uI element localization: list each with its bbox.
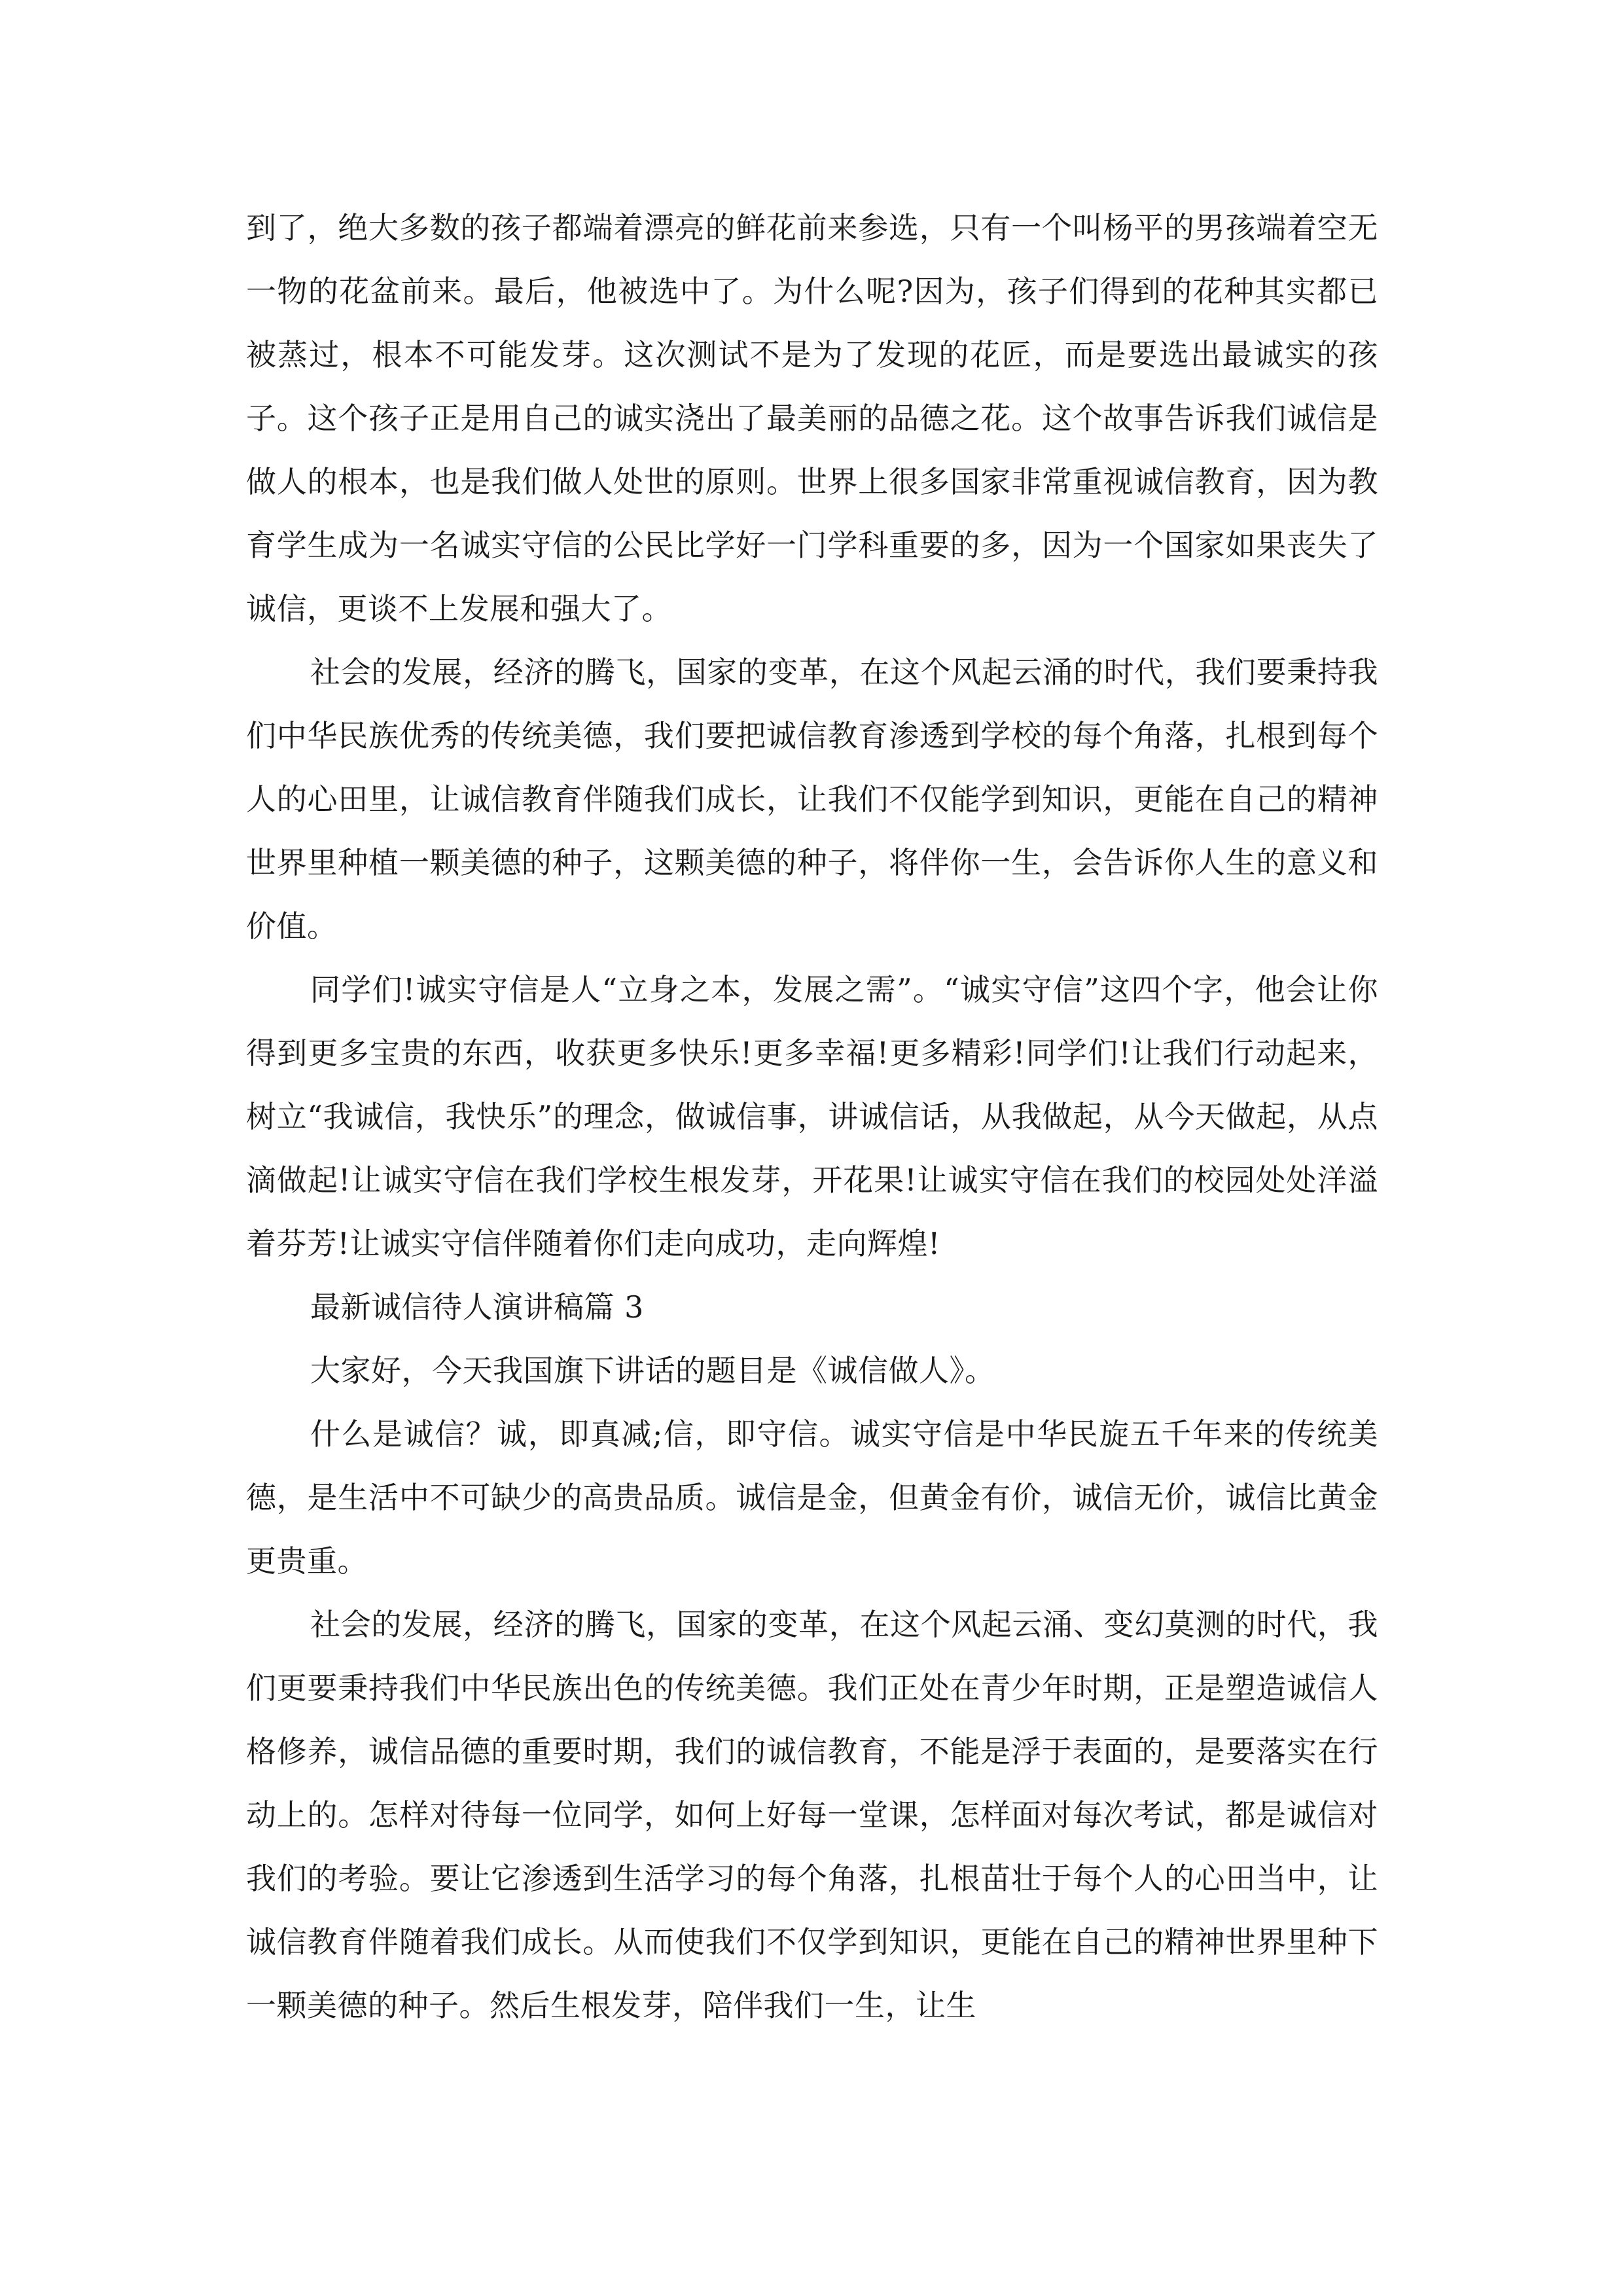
paragraph-7: 社会的发展，经济的腾飞，国家的变革，在这个风起云涌、变幻莫测的时代，我们更要秉持我们中华民族出色的传统美德。我们正处在青少年时期，正是塑造诚信人格修养，诚信品德的重要时期，我们的诚信教育，不能是浮于表面的，是要落实在行动上的。怎样对待每一位同学，如何上好每一堂课，怎样面对每次考试，都是诚信对我们的考验。要让它渗透到生活学习的每个角落，扎根苗壮于每个人的心田当中，让诚信教育伴随着我们成长。从而使我们不仅学到知识，更能在自己的精神世界里种下一颗美德的种子。然后生根发芽，陪伴我们一生，让生 [246,1607,1378,2023]
paragraph-3: 同学们!诚实守信是人“立身之本，发展之需”。“诚实守信”这四个字，他会让你得到更多宝贵的东西，收获更多快乐!更多幸福!更多精彩!同学们!让我们行动起来，树立“我诚信，我快乐”的理念，做诚信事，讲诚信话，从我做起，从今天做起，从点滴做起!让诚实守信在我们学校生根发芽，开花果!让诚实守信在我们的校园处处洋溢着芬芳!让诚实守信伴随着你们走向成功，走向辉煌! [246,972,1378,1261]
section-heading: 最新诚信待人演讲稿篇 3 [310,1289,644,1325]
paragraph-greeting: 大家好，今天我国旗下讲话的题目是《诚信做人》。 [310,1353,995,1388]
paragraph-2: 社会的发展，经济的腾飞，国家的变革，在这个风起云涌的时代，我们要秉持我们中华民族优秀的传统美德，我们要把诚信教育渗透到学校的每个角落，扎根到每个人的心田里，让诚信教育伴随我们成长，让我们不仅能学到知识，更能在自己的精神世界里种植一颗美德的种子，这颗美德的种子，将伴你一生，会告诉你人生的意义和价值。 [246,655,1378,944]
paragraph-1: 到了，绝大多数的孩子都端着漂亮的鲜花前来参选，只有一个叫杨平的男孩端着空无一物的花盆前来。最后，他被选中了。为什么呢?因为，孩子们得到的花种其实都已被蒸过，根本不可能发芽。这次测试不是为了发现的花匠，而是要选出最诚实的孩子。这个孩子正是用自己的诚实浇出了最美丽的品德之花。这个故事告诉我们诚信是做人的根本，也是我们做人处世的原则。世界上很多国家非常重视诚信教育，因为教育学生成为一名诚实守信的公民比学好一门学科重要的多，因为一个国家如果丧失了诚信，更谈不上发展和强大了。 [246,210,1378,626]
body-text [246,196,1378,2037]
paragraph-6: 什么是诚信？诚，即真减;信，即守信。诚实守信是中华民旋五千年来的传统美德，是生活中不可缺少的高贵品质。诚信是金，但黄金有价，诚信无价，诚信比黄金更贵重。 [246,1416,1378,1579]
